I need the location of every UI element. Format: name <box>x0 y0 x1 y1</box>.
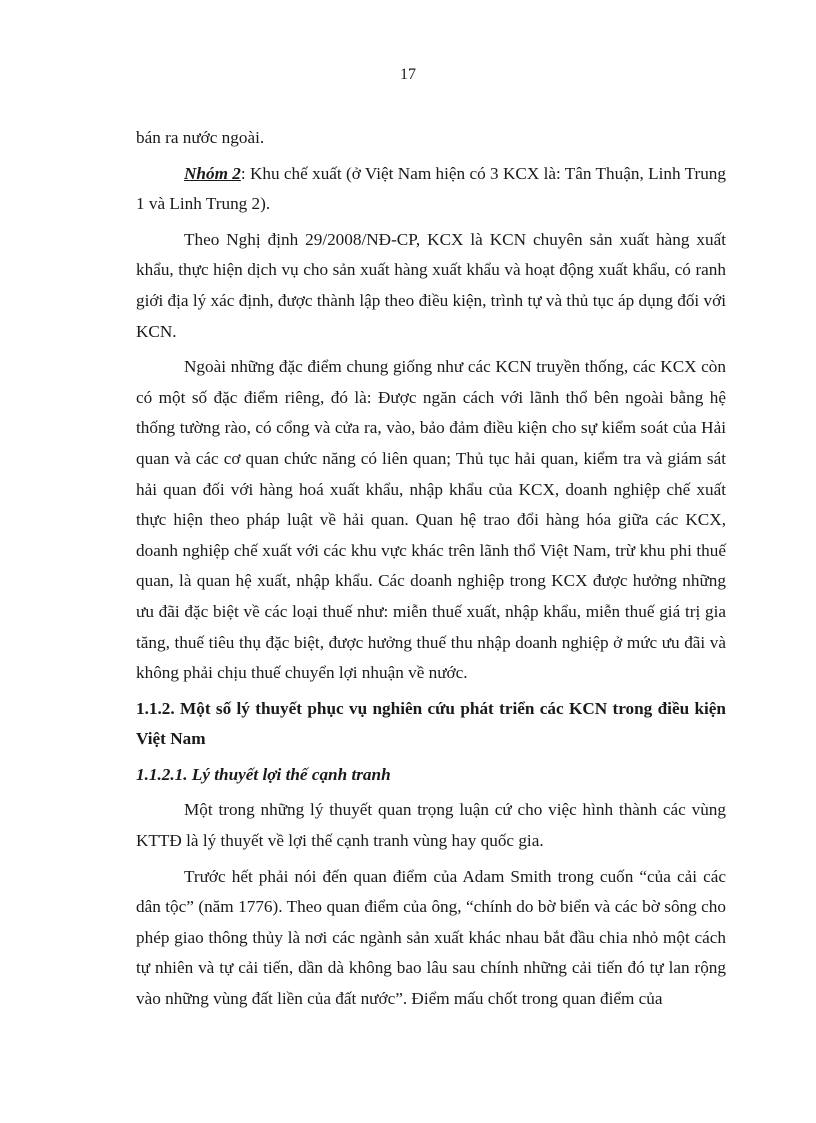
paragraph-definition: Theo Nghị định 29/2008/NĐ-CP, KCX là KCN chuyên sản xuất hàng xuất khẩu, thực hiện dịch vụ cho sản xuất hàng xuất khẩu và hoạt động xuất khẩu, có ranh giới địa lý xác định, được thành lập theo điều kiện, trình tự và thủ tục áp dụng đối với KCN. <box>136 229 726 341</box>
paragraph-group-2 <box>136 159 726 220</box>
page-number: 17 <box>400 66 416 83</box>
paragraph-adam-smith: Trước hết phải nói đến quan điểm của Adam Smith trong cuốn “của cải các dân tộc” (năm 1776). Theo quan điểm của ông, “chính do bờ biển và các bờ sông cho phép giao thông thủy là nơi các ngành sản xuất khác nhau bắt đầu chia nhỏ một cách tự nhiên và tự cải tiến, dần dà không bao lâu sau chính những cải tiến đó tự lan rộng vào những vùng đất liền của đất nước”. Điểm mấu chốt trong quan điểm của <box>136 866 726 1009</box>
section-heading: 1.1.2. Một số lý thuyết phục vụ nghiên cứu phát triển các KCN trong điều kiện Việt Nam <box>136 698 726 749</box>
document-body <box>136 123 726 1020</box>
paragraph-theory-intro: Một trong những lý thuyết quan trọng luận cứ cho việc hình thành các vùng KTTĐ là lý thuyết về lợi thế cạnh tranh vùng hay quốc gia. <box>136 800 726 851</box>
paragraph-continuation: bán ra nước ngoài. <box>136 128 265 147</box>
group-label: Nhóm 2 <box>184 163 241 183</box>
subsection-heading: 1.1.2.1. Lý thuyết lợi thế cạnh tranh <box>136 764 391 784</box>
group-description: : Khu chế xuất (ở Việt Nam hiện có 3 KCX là: Tân Thuận, Linh Trung 1 và Linh Trung 2). <box>136 163 726 214</box>
paragraph-characteristics: Ngoài những đặc điểm chung giống như các KCN truyền thống, các KCX còn có một số đặc điểm riêng, đó là: Được ngăn cách với lãnh thổ bên ngoài bằng hệ thống tường rào, có cổng và cửa ra, vào, bảo đảm điều kiện cho sự kiểm soát của Hải quan và các cơ quan chức năng có liên quan; Thủ tục hải quan, kiểm tra và giám sát hải quan đối với hàng hoá xuất khẩu, nhập khẩu của KCX, doanh nghiệp chế xuất thực hiện theo pháp luật về hải quan. Quan hệ trao đổi hàng hóa giữa các KCX, doanh nghiệp chế xuất với các khu vực khác trên lãnh thổ Việt Nam, trừ khu phi thuế quan, là quan hệ xuất, nhập khẩu. Các doanh nghiệp trong KCX được hưởng những ưu đãi đặc biệt về các loại thuế như: miễn thuế xuất, nhập khẩu, miễn thuế giá trị gia tăng, thuế tiêu thụ đặc biệt, được hưởng thuế thu nhập doanh nghiệp ở mức ưu đãi và không phải chịu thuế chuyển lợi nhuận về nước. <box>136 357 726 683</box>
